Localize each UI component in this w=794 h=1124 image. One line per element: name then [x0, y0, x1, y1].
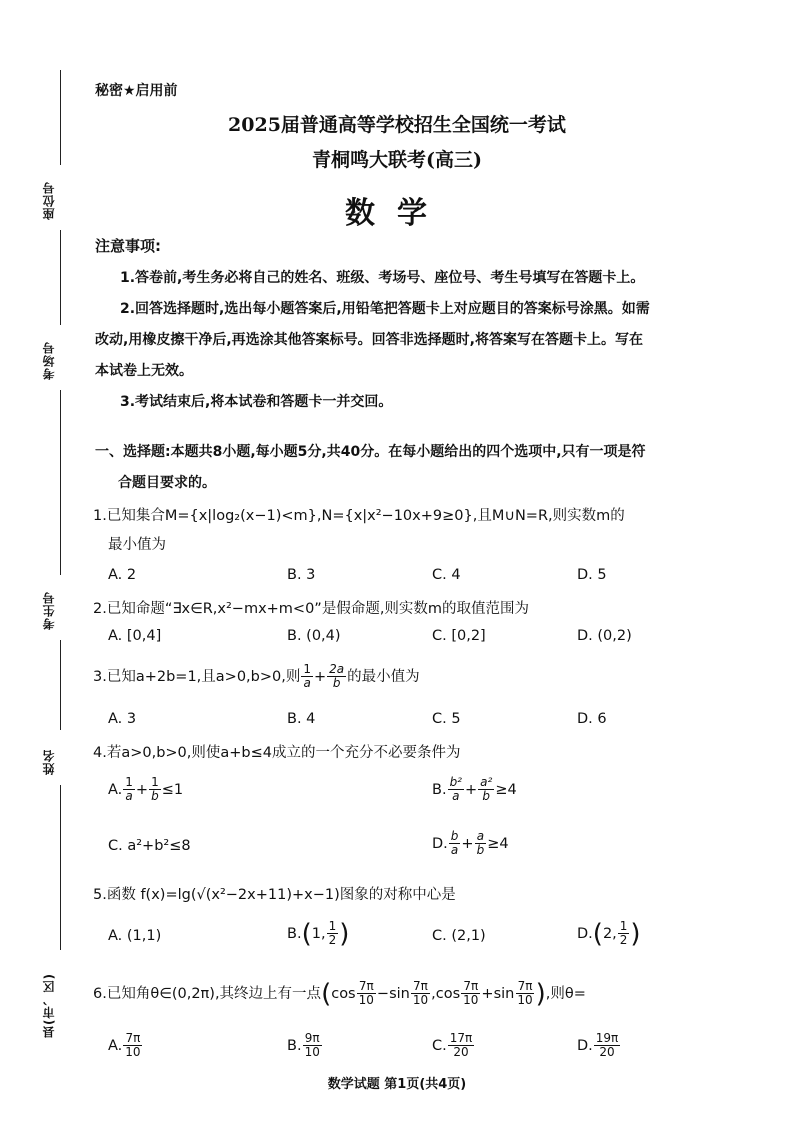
fraction [123, 1032, 142, 1059]
q4-option-a [108, 776, 183, 803]
denominator: 20 [453, 1045, 469, 1059]
denominator: 20 [599, 1045, 615, 1059]
q2-option-c: C. [0,2] [432, 628, 486, 644]
option-label: A. [108, 1037, 123, 1054]
option-label: D. [577, 925, 593, 942]
cos-fn: cos [331, 985, 356, 1002]
question-3 [93, 663, 420, 690]
fraction [123, 776, 135, 803]
q3-fraction-1 [301, 663, 313, 690]
note-item: 2.回答选择题时,选出每小题答案后,用铅笔把答题卡上对应题目的答案标号涂黑。如需 [120, 301, 650, 317]
margin-line [60, 785, 61, 950]
numerator: 7π [517, 979, 533, 993]
q1-option-d: D. 5 [577, 567, 607, 583]
denominator: 2 [328, 933, 337, 947]
numerator: 17π [449, 1031, 473, 1045]
q5-option-d [577, 920, 641, 947]
page-footer: 数学试题 第1页(共4页) [327, 1077, 467, 1092]
fraction [448, 1032, 475, 1059]
q3-option-c: C. 5 [432, 711, 461, 727]
question-1: 1.已知集合M={x|log₂(x−1)<m},N={x|x²−10x+9≥0},且M∪N=R,则实数m的 [93, 508, 625, 524]
numerator: 7π [413, 979, 428, 993]
sin-fn: sin [493, 985, 515, 1002]
denominator: 10 [463, 993, 479, 1007]
fraction [461, 980, 480, 1007]
seat-label: 座位号 [42, 181, 56, 220]
inequality: ≥4 [495, 781, 517, 798]
option-label: C. [432, 1037, 447, 1054]
student-no-label: 考生号 [42, 591, 56, 630]
paren: ) [339, 918, 350, 949]
denominator: a [452, 789, 460, 803]
q6-suffix: ,则θ= [545, 985, 586, 1002]
denominator: b [476, 843, 485, 857]
minus-sign: − [376, 985, 390, 1002]
option-label: A. [108, 781, 123, 798]
margin-line [60, 230, 61, 325]
denominator: 10 [125, 1045, 141, 1059]
paren: ( [592, 918, 603, 949]
q5-option-a: A. (1,1) [108, 928, 162, 944]
q6-option-c [432, 1032, 475, 1059]
note-item: 1.答卷前,考生务必将自己的姓名、班级、考场号、座位号、考生号填写在答题卡上。 [120, 270, 645, 286]
section-heading-cont: 合题目要求的。 [118, 475, 216, 491]
q6-prefix: 6.已知角θ∈(0,2π),其终边上有一点 [93, 985, 322, 1002]
question-5: 5.函数 f(x)=lg(√(x²−2x+11)+x−1)图象的对称中心是 [93, 887, 456, 903]
subject-title: 数学 [345, 196, 449, 231]
numerator: b² [449, 775, 462, 789]
question-2: 2.已知命题“∃x∈R,x²−mx+m<0”是假命题,则实数m的取值范围为 [93, 601, 530, 617]
fraction [149, 776, 161, 803]
fraction [411, 980, 430, 1007]
denominator: 10 [304, 1045, 320, 1059]
numerator: a [476, 829, 485, 843]
q6-option-d [577, 1032, 621, 1059]
numerator: 1 [125, 775, 133, 789]
plus-sign: + [461, 835, 474, 852]
denominator: 10 [358, 993, 374, 1007]
fraction [515, 980, 534, 1007]
numerator: 2a [329, 662, 345, 676]
paren: ) [535, 978, 546, 1009]
numerator: 1 [619, 919, 628, 933]
denominator: 10 [412, 993, 429, 1007]
question-6 [93, 980, 586, 1007]
denominator: 2 [619, 933, 628, 947]
numerator: 7π [125, 1031, 141, 1045]
q3-option-a: A. 3 [108, 711, 137, 727]
option-label: D. [577, 1037, 593, 1054]
fraction [475, 830, 487, 857]
option-label: B. [287, 925, 302, 942]
question-4: 4.若a>0,b>0,则使a+b≤4成立的一个充分不必要条件为 [93, 745, 461, 761]
q3-suffix: 的最小值为 [347, 668, 420, 685]
denominator: a [450, 843, 459, 857]
numerator: 9π [304, 1031, 320, 1045]
cos-fn: cos [435, 985, 461, 1002]
coordinate: 1, [311, 925, 326, 942]
plus-sign: + [135, 781, 149, 798]
option-label: B. [432, 781, 447, 798]
q4-option-d [432, 830, 509, 857]
denominator: b [151, 789, 159, 803]
fraction [327, 920, 339, 947]
exam-title: 2025届普通高等学校招生全国统一考试 [228, 114, 566, 136]
comma: , [431, 985, 436, 1002]
q1-option-c: C. 4 [432, 567, 461, 583]
margin-line [60, 390, 61, 575]
q2-option-d: D. (0,2) [577, 628, 632, 644]
q2-option-b: B. (0,4) [287, 628, 341, 644]
q6-option-b [287, 1032, 323, 1059]
fraction [478, 776, 494, 803]
margin-line [60, 640, 61, 730]
plus-sign: + [313, 668, 327, 685]
paren: ) [630, 918, 641, 949]
q1-option-a: A. 2 [108, 567, 137, 583]
q1-option-b: B. 3 [287, 567, 316, 583]
numerator: 1 [151, 775, 159, 789]
name-label: 姓名 [42, 749, 56, 775]
q3-fraction-2 [327, 663, 346, 690]
numerator: 19π [595, 1031, 619, 1045]
numerator: 7π [358, 979, 374, 993]
q4-option-b [432, 776, 517, 803]
confidential-mark: 秘密★启用前 [95, 83, 178, 99]
fraction [449, 830, 461, 857]
denominator: b [482, 789, 491, 803]
denominator: a [303, 676, 311, 690]
exam-subtitle: 青桐鸣大联考(高三) [312, 149, 482, 171]
inequality: ≤1 [161, 781, 184, 798]
numerator: 7π [463, 979, 479, 993]
notes-heading: 注意事项: [95, 237, 161, 255]
q3-option-d: D. 6 [577, 711, 607, 727]
paren: ( [321, 978, 332, 1009]
numerator: a² [480, 775, 493, 789]
option-label: B. [287, 1037, 302, 1054]
fraction [618, 920, 630, 947]
denominator: 10 [517, 993, 533, 1007]
plus-sign: + [481, 985, 494, 1002]
question-1-cont: 最小值为 [108, 537, 166, 553]
section-heading: 一、选择题:本题共8小题,每小题5分,共40分。在每小题给出的四个选项中,只有一项是符 [95, 444, 646, 460]
exam-room-label: 考场号 [42, 341, 56, 380]
plus-sign: + [465, 781, 478, 798]
note-item: 本试卷上无效。 [95, 363, 193, 379]
paren: ( [301, 918, 312, 949]
fraction [594, 1032, 621, 1059]
q3-prefix: 3.已知a+2b=1,且a>0,b>0,则 [93, 668, 301, 685]
option-label: D. [432, 835, 448, 852]
numerator: 1 [303, 662, 311, 676]
q4-option-c: C. a²+b²≤8 [108, 838, 191, 854]
numerator: 1 [328, 919, 337, 933]
note-item: 改动,用橡皮擦干净后,再选涂其他答案标号。回答非选择题时,将答案写在答题卡上。写在 [95, 332, 643, 348]
sin-fn: sin [389, 985, 410, 1002]
numerator: b [450, 829, 459, 843]
q5-option-c: C. (2,1) [432, 928, 486, 944]
inequality: ≥4 [487, 835, 509, 852]
county-label: 县(市、区) [42, 973, 56, 1038]
denominator: a [125, 789, 133, 803]
q5-option-b [287, 920, 349, 947]
q3-option-b: B. 4 [287, 711, 316, 727]
q6-option-a [108, 1032, 144, 1059]
note-item: 3.考试结束后,将本试卷和答题卡一并交回。 [120, 394, 393, 410]
fraction [448, 776, 464, 803]
denominator: b [332, 676, 341, 690]
coordinate: 2, [602, 925, 617, 942]
q2-option-a: A. [0,4] [108, 628, 162, 644]
fraction [303, 1032, 322, 1059]
fraction [357, 980, 376, 1007]
